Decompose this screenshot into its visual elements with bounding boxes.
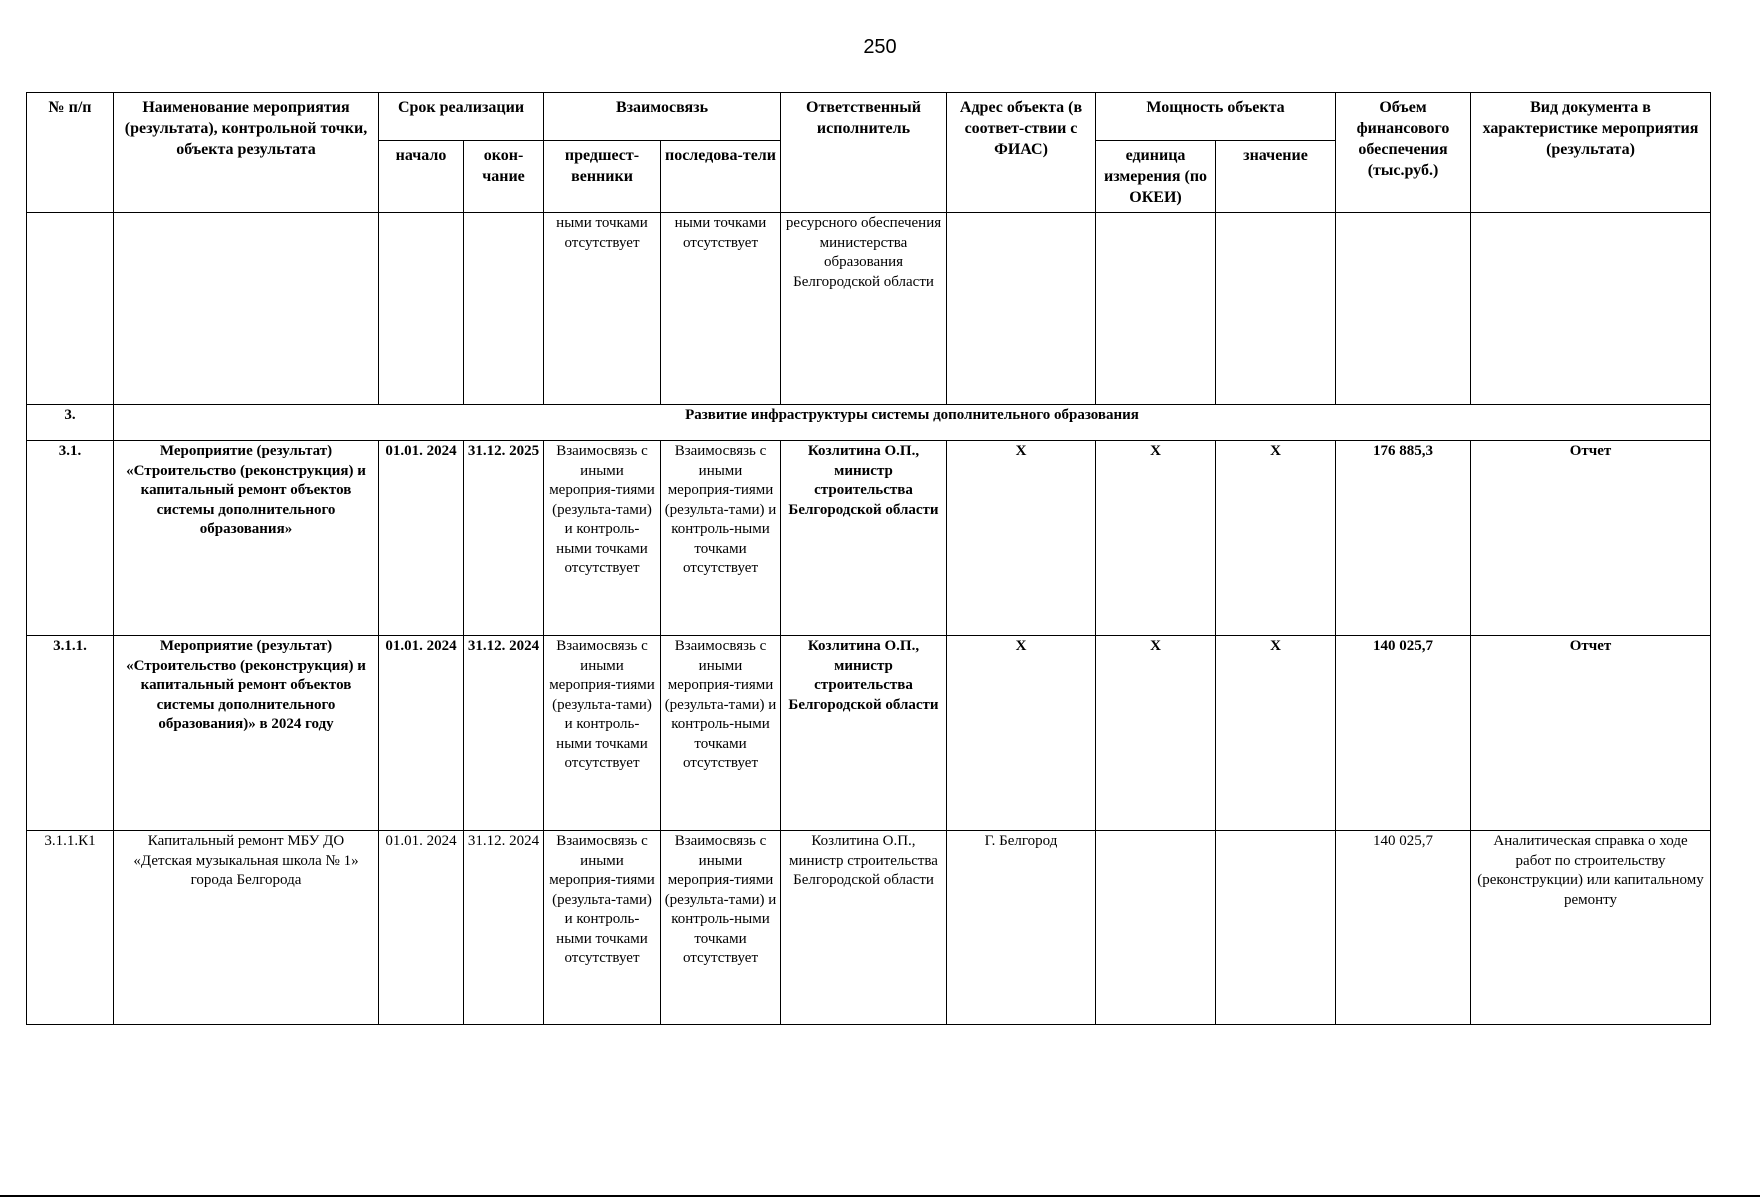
- header-doc-type: Вид документа в характеристике мероприятия (результата): [1471, 93, 1711, 213]
- cell-value: X: [1216, 441, 1336, 636]
- header-cap-value: значение: [1216, 141, 1336, 213]
- cell-end: 31.12. 2024: [464, 636, 544, 831]
- table-row: [27, 636, 1711, 831]
- header-rel-prev: предшест-венники: [544, 141, 661, 213]
- header-cap-unit: единица измерения (по ОКЕИ): [1096, 141, 1216, 213]
- cell-num: 3.1.1.К1: [27, 831, 114, 1025]
- cell-unit: X: [1096, 441, 1216, 636]
- cell-responsible: Козлитина О.П., министр строительства Белгородской области: [781, 831, 947, 1025]
- cell-prev: ными точками отсутствует: [544, 213, 661, 405]
- cell-prev: Взаимосвязь с иными мероприя-тиями (результа-тами) и контроль-ными точками отсутствует: [544, 441, 661, 636]
- cell-address: X: [947, 636, 1096, 831]
- header-term-end: окон-чание: [464, 141, 544, 213]
- cell-start: 01.01. 2024: [379, 636, 464, 831]
- cell-address: [947, 213, 1096, 405]
- cell-num: 3.1.1.: [27, 636, 114, 831]
- cell-next: Взаимосвязь с иными мероприя-тиями (результа-тами) и контроль-ными точками отсутствует: [661, 831, 781, 1025]
- cell-finance: 140 025,7: [1336, 831, 1471, 1025]
- cell-doc: Отчет: [1471, 441, 1711, 636]
- cell-unit: [1096, 213, 1216, 405]
- cell-address: Г. Белгород: [947, 831, 1096, 1025]
- header-address: Адрес объекта (в соответ-ствии с ФИАС): [947, 93, 1096, 213]
- cell-value: [1216, 831, 1336, 1025]
- cell-finance: 140 025,7: [1336, 636, 1471, 831]
- cell-doc: [1471, 213, 1711, 405]
- cell-end: [464, 213, 544, 405]
- header-capacity: Мощность объекта: [1096, 93, 1336, 141]
- cell-name: [114, 213, 379, 405]
- cell-start: 01.01. 2024: [379, 441, 464, 636]
- cell-end: 31.12. 2025: [464, 441, 544, 636]
- header-finance: Объем финансового обеспечения (тыс.руб.): [1336, 93, 1471, 213]
- cell-finance: [1336, 213, 1471, 405]
- cell-prev: Взаимосвязь с иными мероприя-тиями (результа-тами) и контроль-ными точками отсутствует: [544, 831, 661, 1025]
- cell-doc: Отчет: [1471, 636, 1711, 831]
- cell-start: 01.01. 2024: [379, 831, 464, 1025]
- header-term-start: начало: [379, 141, 464, 213]
- cell-value: X: [1216, 636, 1336, 831]
- cell-doc: Аналитическая справка о ходе работ по строительству (реконструкции) или капитальному ремонту: [1471, 831, 1711, 1025]
- cell-end: 31.12. 2024: [464, 831, 544, 1025]
- cell-finance: 176 885,3: [1336, 441, 1471, 636]
- table-row-continuation: [27, 213, 1711, 405]
- cell-name: Мероприятие (результат) «Строительство (реконструкция) и капитальный ремонт объектов системы дополнительного образования)» в 2024 году: [114, 636, 379, 831]
- table-header: [27, 93, 1711, 213]
- header-rel-next: последова-тели: [661, 141, 781, 213]
- cell-next: Взаимосвязь с иными мероприя-тиями (результа-тами) и контроль-ными точками отсутствует: [661, 636, 781, 831]
- cell-start: [379, 213, 464, 405]
- page-number: 250: [863, 36, 897, 58]
- section-num: 3.: [27, 405, 114, 441]
- header-term: Срок реализации: [379, 93, 544, 141]
- header-relation: Взаимосвязь: [544, 93, 781, 141]
- events-table: [26, 92, 1711, 1025]
- cell-address: X: [947, 441, 1096, 636]
- table-row: [27, 831, 1711, 1025]
- cell-unit: X: [1096, 636, 1216, 831]
- header-num: № п/п: [27, 93, 114, 213]
- cell-responsible: Козлитина О.П., министр строительства Белгородской области: [781, 636, 947, 831]
- page-bottom-rule: [0, 1195, 1760, 1197]
- cell-value: [1216, 213, 1336, 405]
- table-row: [27, 441, 1711, 636]
- cell-num: [27, 213, 114, 405]
- cell-responsible: Козлитина О.П., министр строительства Белгородской области: [781, 441, 947, 636]
- cell-name: Капитальный ремонт МБУ ДО «Детская музыкальная школа № 1» города Белгорода: [114, 831, 379, 1025]
- cell-next: Взаимосвязь с иными мероприя-тиями (результа-тами) и контроль-ными точками отсутствует: [661, 441, 781, 636]
- cell-num: 3.1.: [27, 441, 114, 636]
- header-name: Наименование мероприятия (результата), контрольной точки, объекта результата: [114, 93, 379, 213]
- cell-unit: [1096, 831, 1216, 1025]
- cell-prev: Взаимосвязь с иными мероприя-тиями (результа-тами) и контроль-ными точками отсутствует: [544, 636, 661, 831]
- cell-responsible: ресурсного обеспечения министерства образования Белгородской области: [781, 213, 947, 405]
- section-row: [27, 405, 1711, 441]
- cell-next: ными точками отсутствует: [661, 213, 781, 405]
- section-title: Развитие инфраструктуры системы дополнительного образования: [114, 405, 1711, 441]
- cell-name: Мероприятие (результат) «Строительство (реконструкция) и капитальный ремонт объектов системы дополнительного образования»: [114, 441, 379, 636]
- header-responsible: Ответственный исполнитель: [781, 93, 947, 213]
